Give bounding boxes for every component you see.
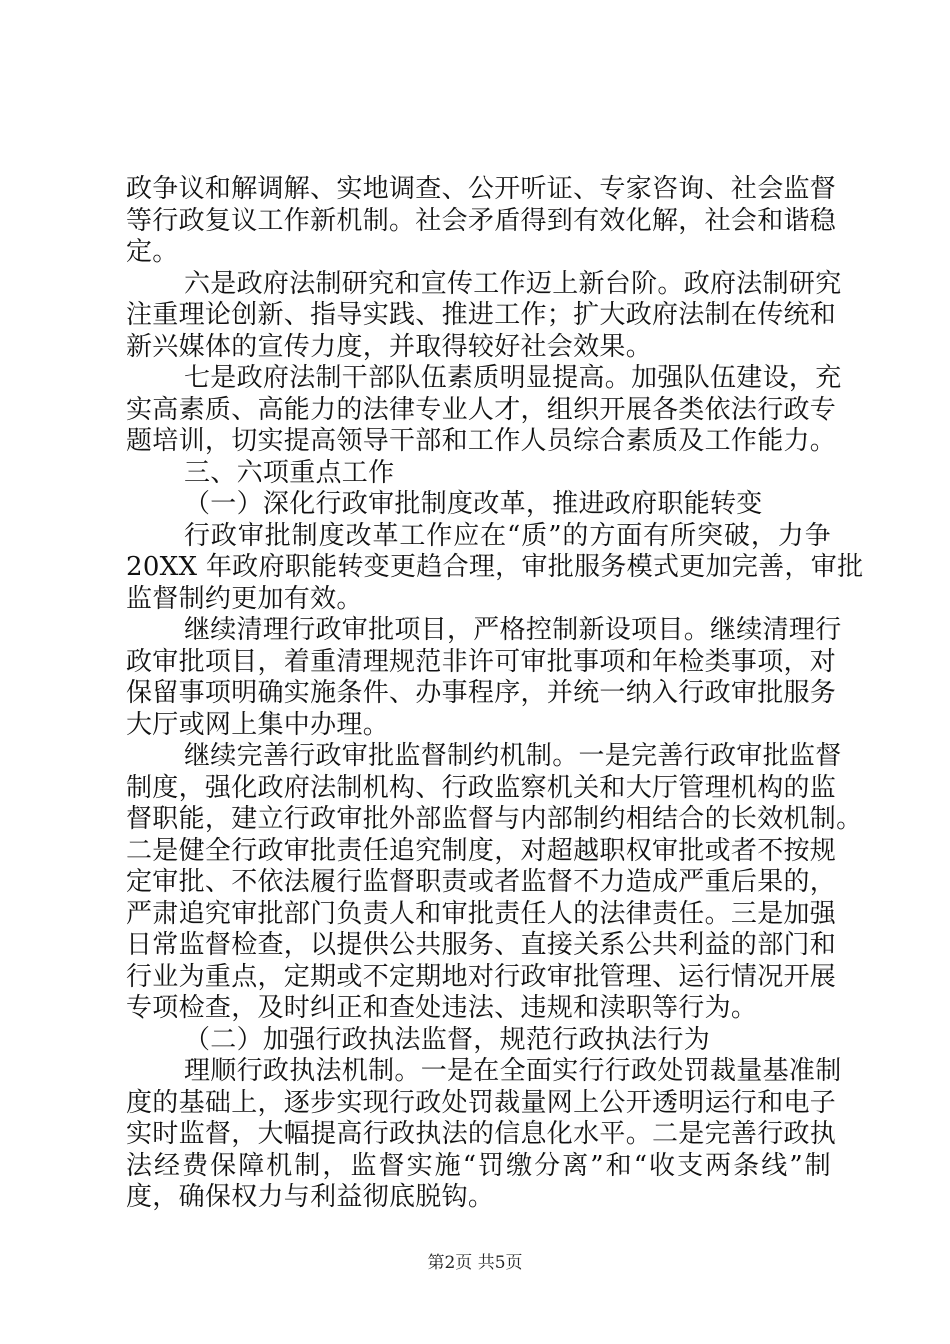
paragraph-start-line: 继续清理行政审批项目，严格控制新设项目。继续清理行 <box>184 615 842 645</box>
text-line: 度，确保权力与利益彻底脱钩。 <box>126 1182 495 1212</box>
text-line: 保留事项明确实施条件、办事程序，并统一纳入行政审批服务 <box>126 678 837 708</box>
text-line: 行业为重点，定期或不定期地对行政审批管理、运行情况开展 <box>126 961 837 992</box>
text-line: 日常监督检查，以提供公共服务、直接关系公共利益的部门和 <box>126 930 837 960</box>
text-line: 政争议和解调解、实地调查、公开听证、专家咨询、社会监督 <box>126 174 837 204</box>
text-line: 督职能，建立行政审批外部监督与内部制约相结合的长效机制。 <box>126 804 863 834</box>
text-line: 制度，强化政府法制机构、行政监察机关和大厅管理机构的监 <box>126 772 837 803</box>
text-line: 专项检查，及时纠正和查处违法、违规和渎职等行为。 <box>126 993 758 1023</box>
page-number-footer: 第2页 共5页 <box>427 1253 523 1273</box>
text-line: 实高素质、高能力的法律专业人才，组织开展各类依法行政专 <box>126 394 837 425</box>
paragraph-start-line: 行政审批制度改革工作应在“质”的方面有所突破，力争 <box>184 520 831 551</box>
text-line: 法经费保障机制，监督实施“罚缴分离”和“收支两条线”制 <box>126 1150 831 1181</box>
text-line: 大厅或网上集中办理。 <box>126 709 390 740</box>
text-line: 实时监督，大幅提高行政执法的信息化水平。二是完善行政执 <box>126 1119 837 1149</box>
text-line: 定审批、不依法履行监督职责或者监督不力造成严重后果的， <box>126 867 837 897</box>
text-line: 二是健全行政审批责任追究制度，对超越职权审批或者不按规 <box>126 835 837 866</box>
text-line: 定。 <box>126 237 179 267</box>
text-line: 注重理论创新、指导实践、推进工作；扩大政府法制在传统和 <box>126 300 837 330</box>
subsection-heading: （二）加强行政执法监督，规范行政执法行为 <box>184 1024 711 1055</box>
paragraph-start-line: 继续完善行政审批监督制约机制。一是完善行政审批监督 <box>184 741 842 771</box>
text-line: 监督制约更加有效。 <box>126 583 363 614</box>
section-heading: 三、六项重点工作 <box>184 457 395 488</box>
text-line: 严肃追究审批部门负责人和审批责任人的法律责任。三是加强 <box>126 898 837 929</box>
text-line: 20XX 年政府职能转变更趋合理，审批服务模式更加完善，审批 <box>126 552 864 582</box>
document-body <box>126 174 864 1214</box>
paragraph-start-line: 七是政府法制干部队伍素质明显提高。加强队伍建设，充 <box>184 363 842 393</box>
text-line: 新兴媒体的宣传力度，并取得较好社会效果。 <box>126 331 653 362</box>
paragraph-start-line: 六是政府法制研究和宣传工作迈上新台阶。政府法制研究 <box>184 268 842 299</box>
subsection-heading: （一）深化行政审批制度改革，推进政府职能转变 <box>184 489 763 519</box>
text-line: 等行政复议工作新机制。社会矛盾得到有效化解，社会和谐稳 <box>126 205 837 236</box>
text-line: 政审批项目，着重清理规范非许可审批事项和年检类事项，对 <box>126 646 837 677</box>
paragraph-start-line: 理顺行政执法机制。一是在全面实行行政处罚裁量基准制 <box>184 1056 842 1086</box>
text-line: 度的基础上，逐步实现行政处罚裁量网上公开透明运行和电子 <box>126 1087 837 1118</box>
text-line: 题培训，切实提高领导干部和工作人员综合素质及工作能力。 <box>126 426 837 456</box>
